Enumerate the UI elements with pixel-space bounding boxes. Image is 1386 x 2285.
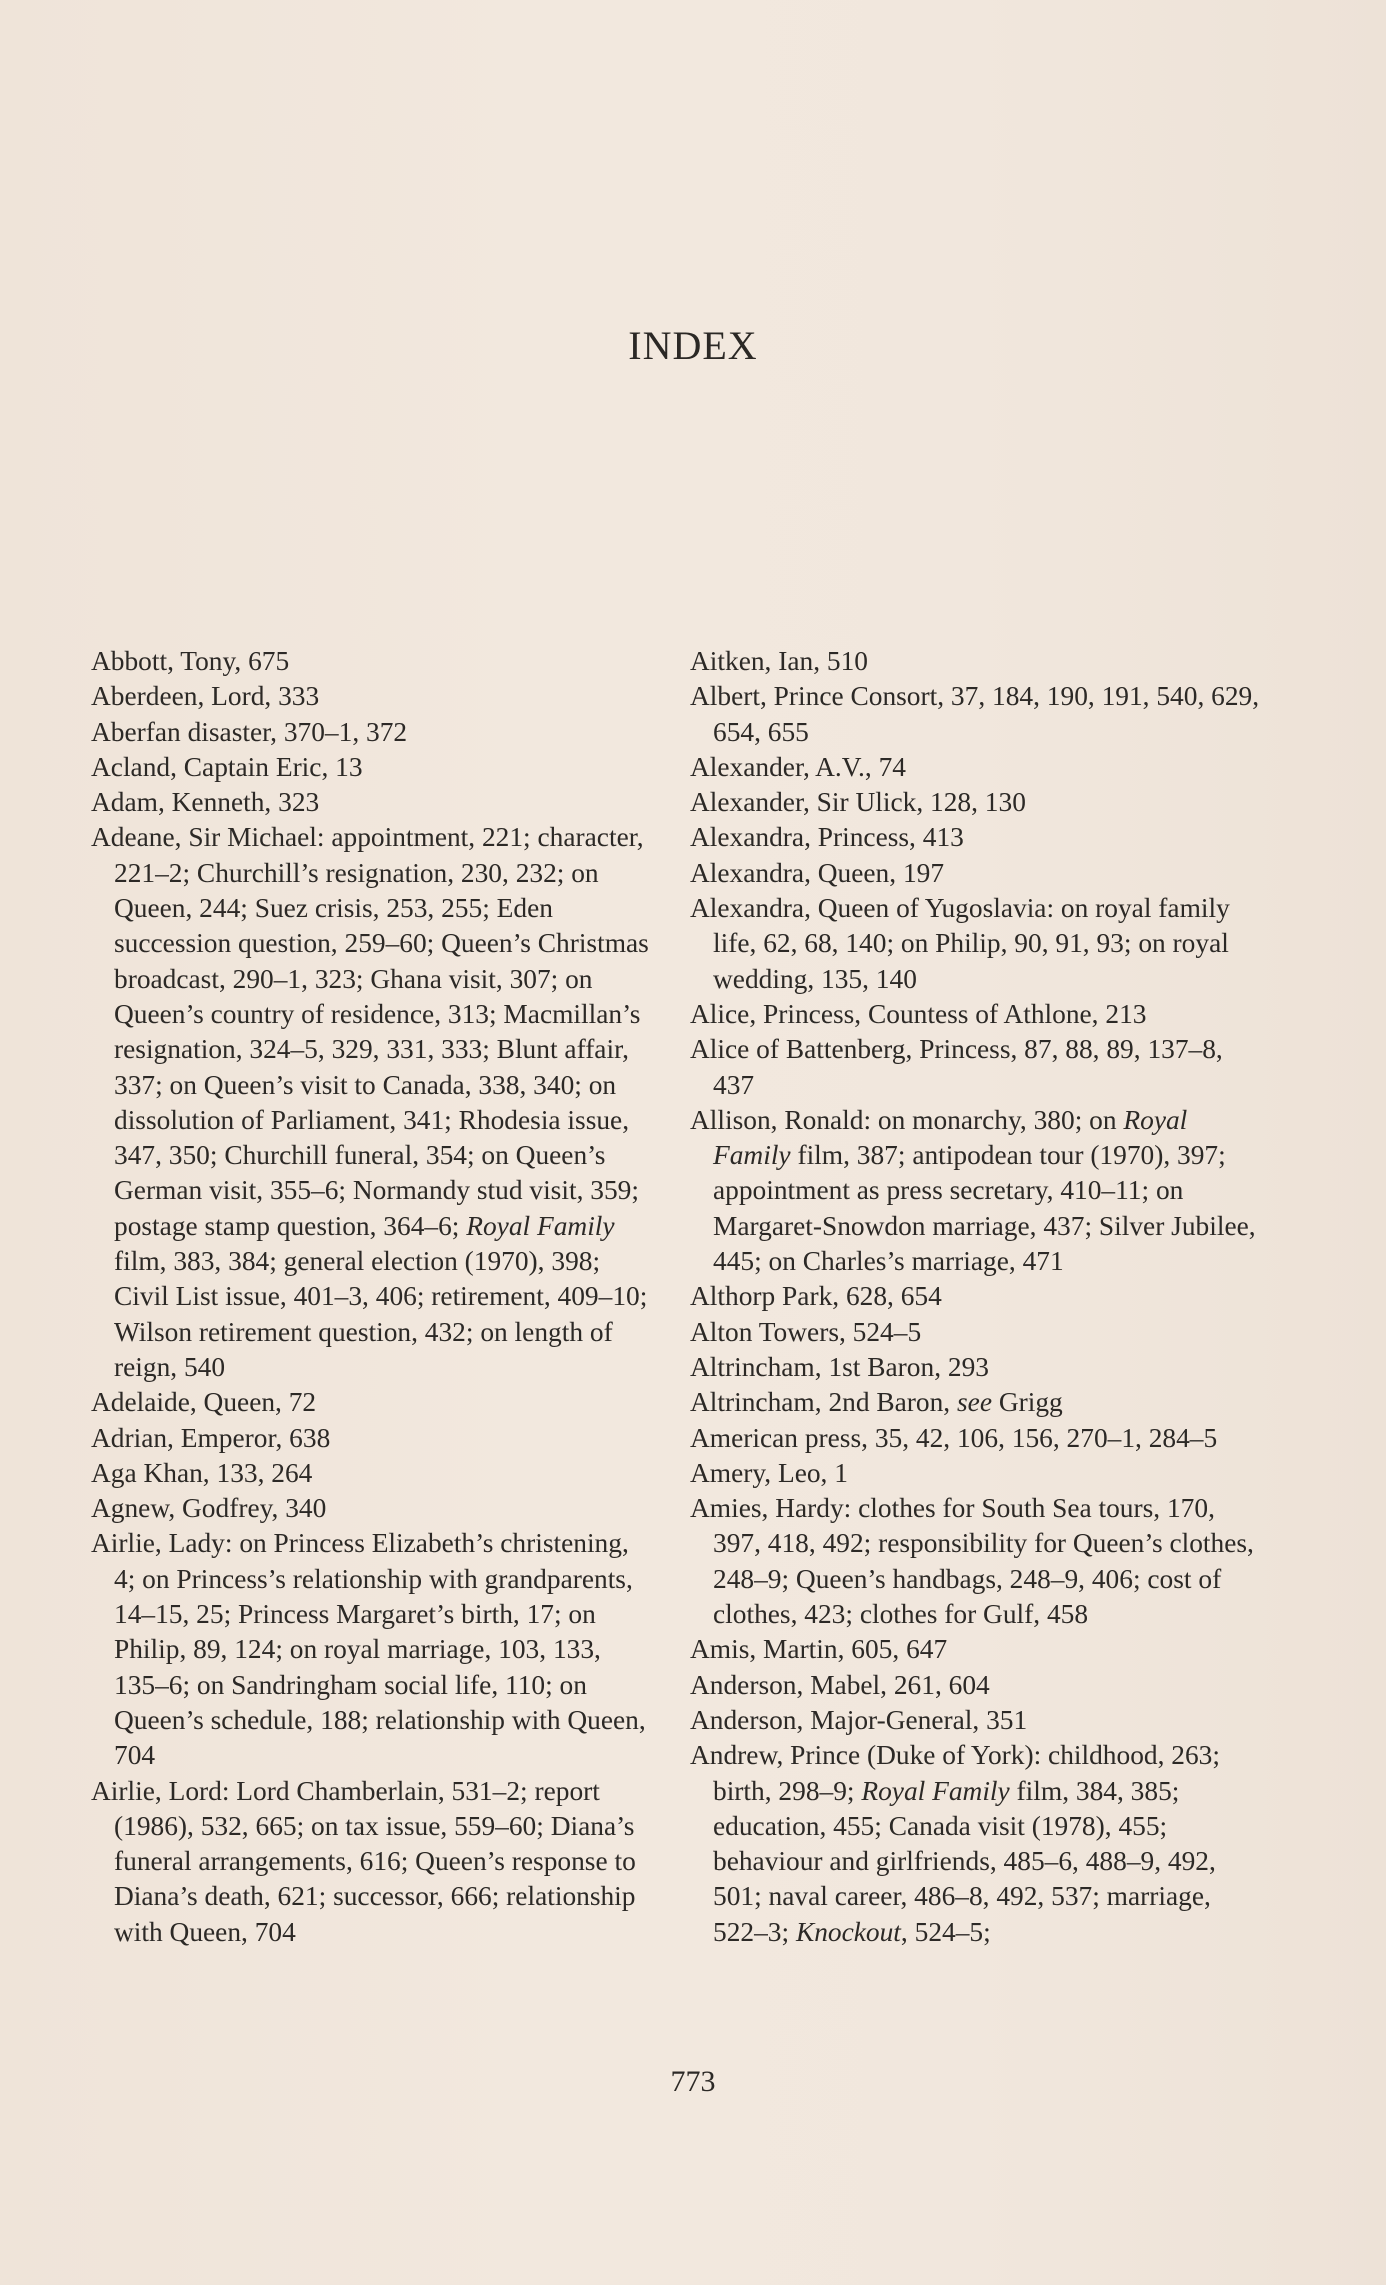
index-entry	[690, 1632, 1260, 1667]
index-entry-text: Amis, Martin, 605, 647	[690, 1634, 948, 1665]
index-entry	[690, 1738, 1260, 1950]
index-entry	[690, 1491, 1260, 1632]
index-entry-text: Aga Khan, 133, 264	[91, 1457, 313, 1488]
index-entry-text: Alexander, Sir Ulick, 128, 130	[690, 787, 1026, 818]
index-entry	[91, 1456, 656, 1491]
index-entry-text: Andrew, Prince (Duke of York): childhood, 263; birth, 298–9;	[690, 1740, 1220, 1806]
index-entry-text: Anderson, Major-General, 351	[690, 1704, 1028, 1735]
index-entry	[690, 679, 1260, 750]
index-entry	[91, 785, 656, 820]
index-entry-text: Aberfan disaster, 370–1, 372	[91, 716, 408, 747]
index-entry-text: Altrincham, 2nd Baron,	[690, 1387, 958, 1418]
index-entry-text: Airlie, Lord: Lord Chamberlain, 531–2; report (1986), 532, 665; on tax issue, 559–60; Diana’s funeral arrangements, 616; Queen’s response to Diana’s death, 621; successor, 666; relationship with Queen, 704	[91, 1775, 636, 1947]
index-column-left	[91, 644, 656, 1950]
index-entry-text: Alice, Princess, Countess of Athlone, 213	[690, 998, 1147, 1029]
index-entry	[91, 820, 656, 1385]
index-entry-text: Grigg	[992, 1387, 1063, 1418]
index-entry-text: Althorp Park, 628, 654	[690, 1281, 942, 1312]
index-entry	[690, 1385, 1260, 1420]
index-entry-text: Amies, Hardy: clothes for South Sea tours, 170, 397, 418, 492; responsibility for Queen’s clothes, 248–9; Queen’s handbags, 248–9, 406; cost of clothes, 423; clothes for Gulf, 458	[690, 1493, 1254, 1630]
index-entry	[690, 1103, 1260, 1279]
index-entry	[690, 1421, 1260, 1456]
index-entry	[91, 644, 656, 679]
page-number: 773	[670, 2065, 716, 2098]
index-entry-text: film, 383, 384; general election (1970), 398; Civil List issue, 401–3, 406; retirement, 409–10; Wilson retirement question, 432; on length of reign, 540	[114, 1246, 648, 1382]
index-entry	[690, 1279, 1260, 1314]
index-entry-text: Alice of Battenberg, Princess, 87, 88, 89, 137–8, 437	[690, 1034, 1223, 1100]
index-entry-text: Adelaide, Queen, 72	[91, 1387, 317, 1418]
index-entry	[91, 1774, 656, 1950]
index-entry	[690, 1456, 1260, 1491]
index-column-right	[690, 644, 1260, 1950]
index-entry-text: Agnew, Godfrey, 340	[91, 1493, 327, 1524]
index-entry	[91, 1491, 656, 1526]
index-entry-text: film, 384, 385; education, 455; Canada visit (1978), 455; behaviour and girlfriends, 485–6, 488–9, 492, 501; naval career, 486–8, 492, 537; marriage, 522–3;	[713, 1775, 1216, 1947]
index-entry-text: Adrian, Emperor, 638	[91, 1422, 331, 1453]
index-entry	[91, 679, 656, 714]
index-entry-text: Allison, Ronald: on monarchy, 380; on	[690, 1104, 1124, 1135]
index-entry-text: , 524–5;	[900, 1916, 991, 1947]
index-entry	[690, 997, 1260, 1032]
index-entry	[690, 891, 1260, 997]
index-entry-text: Alexandra, Queen of Yugoslavia: on royal family life, 62, 68, 140; on Philip, 90, 91, 93; on royal wedding, 135, 140	[690, 893, 1230, 994]
index-entry-italic-text: Royal Family	[466, 1210, 615, 1241]
index-entry-text: Albert, Prince Consort, 37, 184, 190, 191, 540, 629, 654, 655	[690, 681, 1260, 747]
index-entry	[690, 1668, 1260, 1703]
index-entry-italic-text: Royal Family	[861, 1775, 1010, 1806]
index-entry-text: Anderson, Mabel, 261, 604	[690, 1669, 990, 1700]
index-entry-italic-text: Royal Family	[713, 1104, 1188, 1171]
index-entry	[91, 750, 656, 785]
index-entry	[690, 785, 1260, 820]
index-entry	[91, 1526, 656, 1773]
index-entry-text: Aitken, Ian, 510	[690, 646, 868, 676]
index-entry-text: Alexandra, Princess, 413	[690, 822, 964, 853]
index-entry-text: Adeane, Sir Michael: appointment, 221; character, 221–2; Churchill’s resignation, 230, 232; on Queen, 244; Suez crisis, 253, 255; Eden succession question, 259–60; Queen’s Christmas broadcast, 290–1, 323; Ghana visit, 307; on Queen’s country of residence, 313; Macmillan’s resignation, 324–5, 329, 331, 333; Blunt affair, 337; on Queen’s visit to Canada, 338, 340; on dissolution of Parliament, 341; Rhodesia issue, 347, 350; Churchill funeral, 354; on Queen’s German visit, 355–6; Normandy stud visit, 359; postage stamp question, 364–6;	[91, 822, 649, 1241]
index-entry	[690, 750, 1260, 785]
index-entry-text: Adam, Kenneth, 323	[91, 787, 320, 818]
index-entry-text: Amery, Leo, 1	[690, 1457, 848, 1488]
index-entry-text: Alexander, A.V., 74	[690, 751, 906, 782]
index-entry	[690, 1032, 1260, 1103]
index-entry	[91, 715, 656, 750]
index-entry-italic-text: Knockout	[795, 1916, 901, 1947]
index-entry-text: Airlie, Lady: on Princess Elizabeth’s christening, 4; on Princess’s relationship with grandparents, 14–15, 25; Princess Margaret’s birth, 17; on Philip, 89, 124; on royal marriage, 103, 133, 135–6; on Sandringham social life, 110; on Queen’s schedule, 188; relationship with Queen, 704	[91, 1528, 646, 1771]
index-entry-text: Altrincham, 1st Baron, 293	[690, 1351, 989, 1382]
index-entry	[690, 856, 1260, 891]
index-entry-text: Abbott, Tony, 675	[91, 646, 290, 676]
index-entry-text: Aberdeen, Lord, 333	[91, 681, 320, 712]
index-entry	[690, 1703, 1260, 1738]
index-entry-italic-text: see	[957, 1387, 992, 1418]
index-entry	[690, 644, 1260, 679]
index-entry	[690, 1315, 1260, 1350]
index-entry-text: American press, 35, 42, 106, 156, 270–1, 284–5	[690, 1422, 1218, 1453]
index-entry-text: Acland, Captain Eric, 13	[91, 751, 363, 782]
index-title: INDEX	[628, 323, 758, 368]
index-entry	[91, 1421, 656, 1456]
index-entry-text: film, 387; antipodean tour (1970), 397; appointment as press secretary, 410–11; on Margaret-Snowdon marriage, 437; Silver Jubilee, 445; on Charles’s marriage, 471	[713, 1140, 1256, 1277]
index-entry	[690, 1350, 1260, 1385]
index-entry-text: Alton Towers, 524–5	[690, 1316, 922, 1347]
index-entry	[91, 1385, 656, 1420]
index-entry-text: Alexandra, Queen, 197	[690, 857, 945, 888]
index-entry	[690, 820, 1260, 855]
